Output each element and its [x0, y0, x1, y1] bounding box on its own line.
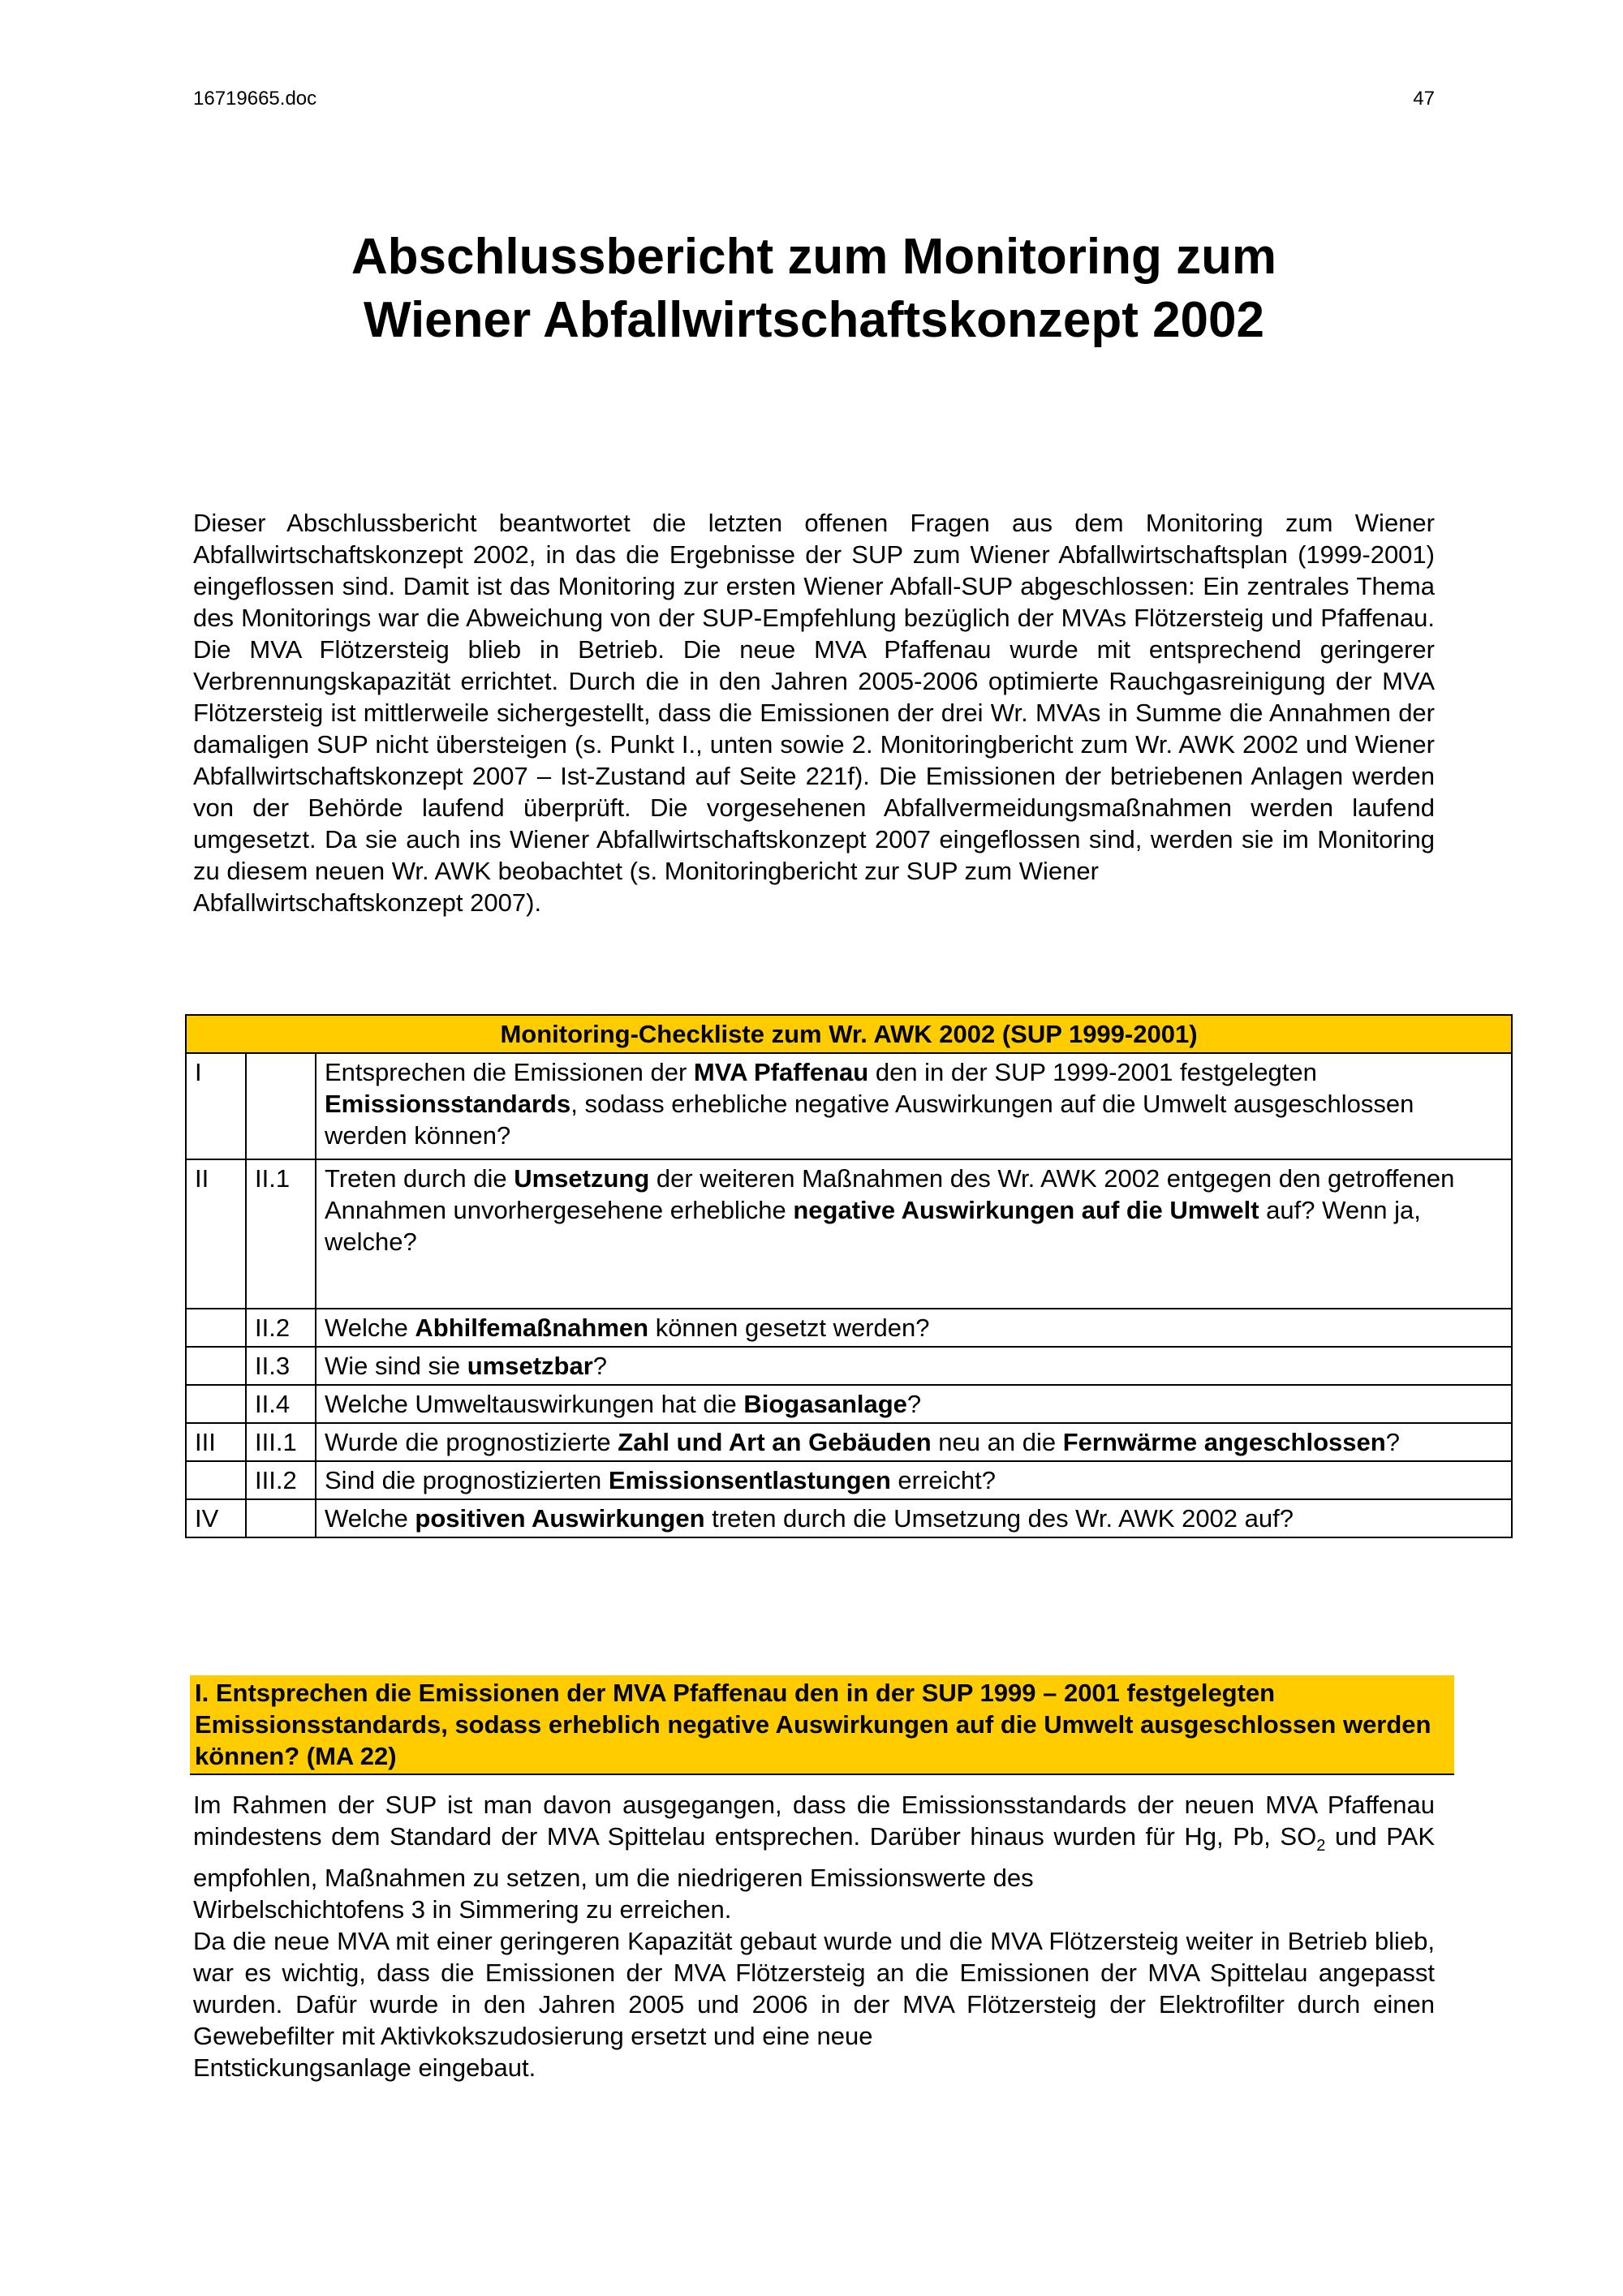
monitoring-checklist-table [185, 1014, 1513, 1538]
page-header [193, 88, 1435, 120]
row-number: III [186, 1423, 246, 1461]
intro-lead: Dieser Abschlussbericht beantwortet die letzten offenen Fragen aus dem Monitoring zum Wiener Abfallwirtschaftskonzept 2002, in das die Ergebnisse der SUP zum Wiener Abfallwirtschaftsplan (1999-2001) eingeflossen sind. Damit ist das Monitoring zur ersten Wiener Abfall-SUP abgeschlossen: Ein zentrales Thema des Monitorings war die Abweichung von der SUP-Empfehlung bezüglich der MVAs Flötzersteig und Pfaffenau. Die MVA Flötzersteig blieb in Betrieb. Die neue MVA Pfaffenau wurde mit entsprechend geringerer Verbrennungskapazität errichtet. Durch die in den Jahren 2005-2006 optimierte Rauchgasreinigung der MVA Flötzersteig ist mittlerweile sichergestellt, dass die Emissionen der drei Wr. MVAs in Summe die Annahmen der damaligen SUP nicht übersteigen (s. Punkt I., unten sowie 2. Monitoringbericht zum Wr. AWK 2002 und Wiener Abfallwirtschaftskonzept 2007 – Ist-Zustand auf Seite 221f). Die Emissionen der betriebenen Anlagen werden von der Behörde laufend überprüft. Die vorgesehenen Abfallvermeidungsmaßnahmen werden laufend umgesetzt. Da sie auch ins Wiener Abfallwirtschaftskonzept 2007 eingeflossen sind, werden sie im Monitoring zu diesem neuen Wr. AWK beobachtet (s. Monitoringbericht zur SUP zum Wiener [193, 509, 1435, 885]
row-subnumber: II.4 [246, 1385, 316, 1423]
table-row [186, 1347, 1512, 1385]
checklist-heading: Monitoring-Checkliste zum Wr. AWK 2002 (SUP 1999-2001) [186, 1015, 1512, 1053]
row-subnumber: II.2 [246, 1309, 316, 1347]
table-row [186, 1461, 1512, 1499]
title-line-1: Abschlussbericht zum Monitoring zum [351, 229, 1277, 285]
title-line-2: Wiener Abfallwirtschaftskonzept 2002 [363, 292, 1264, 348]
row-subnumber [246, 1499, 316, 1537]
row-question: Welche Umweltauswirkungen hat die Biogasanlage? [316, 1385, 1512, 1423]
section-1-heading: I. Entsprechen die Emissionen der MVA Pfaffenau den in der SUP 1999 – 2001 festgelegten Emissionsstandards, sodass erheblich negative Auswirkungen auf die Umwelt ausgeschlossen werden können? (MA 22) [190, 1675, 1454, 1775]
table-row [186, 1309, 1512, 1347]
row-number [186, 1347, 246, 1385]
table-row [186, 1385, 1512, 1423]
row-question: Wie sind sie umsetzbar? [316, 1347, 1512, 1385]
section-1-body [193, 1789, 1435, 2083]
document-filename: 16719665.doc [193, 88, 317, 110]
row-number: IV [186, 1499, 246, 1537]
row-number [186, 1461, 246, 1499]
row-number: I [186, 1053, 246, 1159]
row-question: Sind die prognostizierten Emissionsentlastungen erreicht? [316, 1461, 1512, 1499]
row-subnumber [246, 1053, 316, 1159]
section-1-paragraph-2: Da die neue MVA mit einer geringeren Kapazität gebaut wurde und die MVA Flötzersteig weiter in Betrieb blieb, war es wichtig, dass die Emissionen der MVA Flötzersteig an die Emissionen der MVA Spittelau angepasst wurden. Dafür wurde in den Jahren 2005 und 2006 in der MVA Flötzersteig der Elektrofilter durch einen Gewebefilter mit Aktivkokszudosierung ersetzt und eine neue [193, 1927, 1435, 2051]
page-number: 47 [1413, 88, 1435, 110]
intro-tail: Abfallwirtschaftskonzept 2007). [193, 888, 542, 917]
table-row [186, 1053, 1512, 1159]
intro-paragraph [193, 507, 1435, 918]
page-title [193, 226, 1435, 352]
row-number [186, 1385, 246, 1423]
row-question: Wurde die prognostizierte Zahl und Art an Gebäuden neu an die Fernwärme angeschlossen? [316, 1423, 1512, 1461]
checklist-header-row [186, 1015, 1512, 1053]
row-question: Entsprechen die Emissionen der MVA Pfaffenau den in der SUP 1999-2001 festgelegten Emissionsstandards, sodass erhebliche negative Auswirkungen auf die Umwelt ausgeschlossen werden können? [316, 1053, 1512, 1159]
row-subnumber: III.2 [246, 1461, 316, 1499]
row-number: II [186, 1159, 246, 1309]
table-row [186, 1159, 1512, 1309]
section-1-paragraph-2-tail: Entstickungsanlage eingebaut. [193, 2053, 536, 2083]
row-subnumber: III.1 [246, 1423, 316, 1461]
row-question: Welche Abhilfemaßnahmen können gesetzt werden? [316, 1309, 1512, 1347]
row-subnumber: II.3 [246, 1347, 316, 1385]
section-1-paragraph-1: Im Rahmen der SUP ist man davon ausgegangen, dass die Emissionsstandards der neuen MVA Pfaffenau mindestens dem Standard der MVA Spittelau entsprechen. Darüber hinaus wurden für Hg, Pb, $SO_2$ und PAK empfohlen, Maßnahmen zu setzen, um die niedrigeren Emissionswerte des [193, 1791, 1436, 1893]
row-number [186, 1309, 246, 1347]
row-question: Treten durch die Umsetzung der weiteren Maßnahmen des Wr. AWK 2002 entgegen den getroffenen Annahmen unvorhergesehene erhebliche negative Auswirkungen auf die Umwelt auf? Wenn ja, welche? [316, 1159, 1512, 1309]
table-row [186, 1423, 1512, 1461]
table-row [186, 1499, 1512, 1537]
section-1-paragraph-1-tail: Wirbelschichtofens 3 in Simmering zu erreichen. [193, 1895, 732, 1924]
row-subnumber: II.1 [246, 1159, 316, 1309]
row-question: Welche positiven Auswirkungen treten durch die Umsetzung des Wr. AWK 2002 auf? [316, 1499, 1512, 1537]
